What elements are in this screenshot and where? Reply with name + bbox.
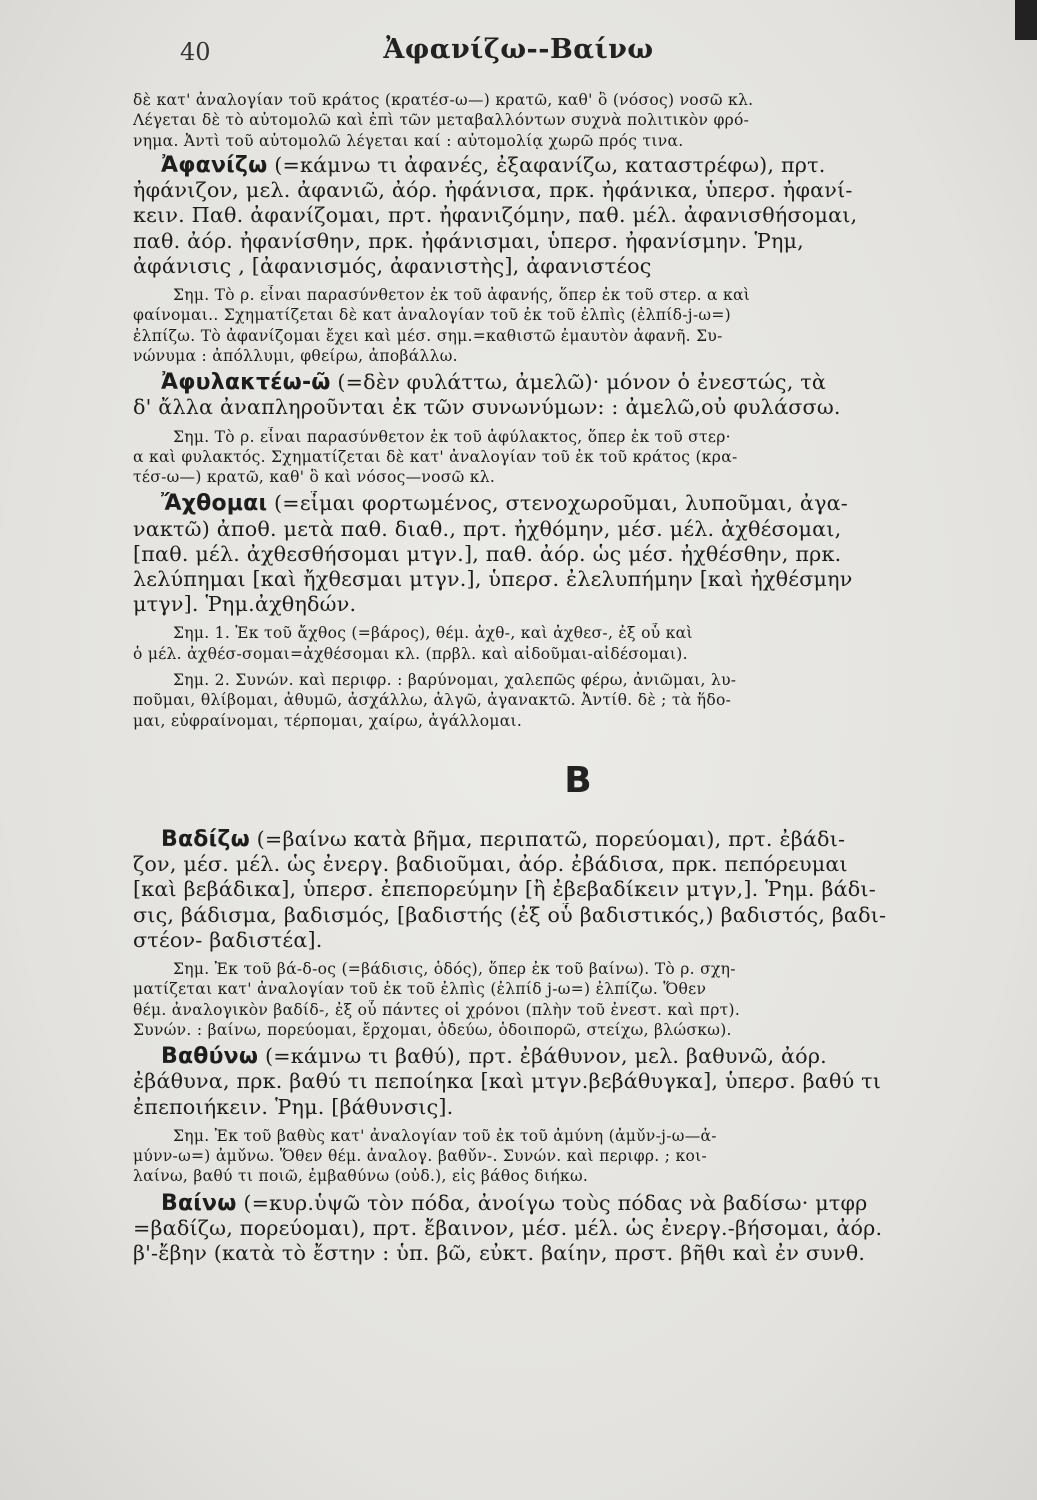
text-line: λαίνω, βαθύ τι ποιῶ, ἐμβαθύνω (οὐδ.), εἰς βάθος διήκω. bbox=[133, 1167, 589, 1186]
entry-note bbox=[133, 427, 1023, 488]
text-line: Σημ. Τὸ ρ. εἶναι παρασύνθετον ἐκ τοῦ ἀφανής, ὅπερ ἐκ τοῦ στερ. α καὶ bbox=[173, 285, 751, 304]
text-line: παθ. ἀόρ. ἠφανίσθην, πρκ. ἠφάνισμαι, ὑπερσ. ἠφανίσμην. Ῥημ, bbox=[133, 228, 804, 253]
text-line: ἐπεποιήκειν. Ῥημ. [βάθυνσις]. bbox=[133, 1094, 454, 1119]
head-word: Ἄχθομαι bbox=[161, 491, 268, 517]
text-line: ποῦμαι, θλίβομαι, ἀθυμῶ, ἀσχάλλω, ἀλγῶ, ἀγανακτῶ. Ἀντίθ. δὲ ; τὰ ἥδο- bbox=[133, 691, 732, 710]
text-line: ἐβάθυνα, πρκ. βαθύ τι πεποίηκα [καὶ μτγν.βεβάθυγκα], ὑπερσ. βαθύ τι bbox=[133, 1069, 882, 1094]
page-header bbox=[0, 34, 1037, 74]
text-line: ματίζεται κατ' ἀναλογίαν τοῦ ἐκ τοῦ ἐλπὶς (ἐλπίδ j-ω=) ἐλπίζω. Ὅθεν bbox=[133, 980, 707, 999]
text-line: Βαθύνω (=κάμνω τι βαθύ), πρτ. ἐβάθυνον, μελ. βαθυνῶ, ἀόρ. bbox=[161, 1044, 827, 1070]
head-word: Βαδίζω bbox=[161, 826, 250, 852]
text-line: στέον- βαδιστέα]. bbox=[133, 927, 323, 952]
text-line: φαίνομαι.. Σχηματίζεται δὲ κατ ἀναλογίαν τοῦ ἐκ τοῦ ἐλπὶς (ἐλπίδ-j-ω=) bbox=[133, 306, 731, 325]
entry-note bbox=[133, 959, 1023, 1040]
page-number: 40 bbox=[180, 38, 211, 66]
text-line: Σημ. Ἐκ τοῦ βά-δ-ος (=βάδισις, ὁδός), ὅπερ ἐκ τοῦ βαίνω). Τὸ ρ. σχη- bbox=[173, 959, 736, 978]
page-body bbox=[133, 90, 1023, 1266]
text-line: ὁ μέλ. ἀχθέσ-σομαι=ἀχθέσομαι κλ. (πρβλ. καὶ αἰδοῦμαι-αἰδέσομαι). bbox=[133, 644, 688, 663]
text-line: Ἀφυλακτέω-ῶ (=δὲν φυλάττω, ἀμελῶ)· μόνον ὁ ἐνεστώς, τὰ bbox=[161, 370, 827, 396]
continued-note bbox=[133, 90, 1023, 151]
text-line: κειν. Παθ. ἀφανίζομαι, πρτ. ἠφανιζόμην, παθ. μέλ. ἀφανισθήσομαι, bbox=[133, 203, 858, 228]
text-line: νώνυμα : ἀπόλλυμι, φθείρω, ἀποβάλλω. bbox=[133, 346, 458, 365]
text-line: ἀφάνισις , [ἀφανισμός, ἀφανιστὴς], ἀφανιστέος bbox=[133, 253, 652, 278]
text-line: Ἄχθομαι (=εἶμαι φορτωμένος, στενοχωροῦμαι, λυποῦμαι, ἀγα- bbox=[161, 491, 848, 517]
entry-note bbox=[133, 285, 1023, 366]
text-line: Σημ. Τὸ ρ. εἶναι παρασύνθετον ἐκ τοῦ ἀφύλακτος, ὅπερ ἐκ τοῦ στερ· bbox=[173, 427, 731, 446]
text-line: Ἀφανίζω (=κάμνω τι ἀφανές, ἐξαφανίζω, καταστρέφω), πρτ. bbox=[161, 152, 826, 178]
text-line: Λέγεται δὲ τὸ αὐτομολῶ καὶ ἐπὶ τῶν μεταβαλλόντων συχνὰ πολιτικὸν φρό- bbox=[133, 111, 750, 130]
text-line: Βαδίζω (=βαίνω κατὰ βῆμα, περιπατῶ, πορεύομαι), πρτ. ἐβάδι- bbox=[161, 826, 846, 852]
head-word: Ἀφανίζω bbox=[161, 152, 268, 178]
text-line: Βαίνω (=κυρ.ὑψῶ τὸν πόδα, ἀνοίγω τοὺς πόδας νὰ βαδίσω· μτφρ bbox=[161, 1190, 868, 1216]
dictionary-entry bbox=[133, 827, 1023, 953]
text-line: νακτῶ) ἀποθ. μετὰ παθ. διαθ., πρτ. ἠχθόμην, μέσ. μέλ. ἀχθέσομαι, bbox=[133, 516, 842, 541]
entry-note bbox=[133, 623, 1023, 664]
dictionary-entry bbox=[133, 1044, 1023, 1120]
head-word: Ἀφυλακτέω-ῶ bbox=[161, 370, 331, 396]
dictionary-entry bbox=[133, 491, 1023, 617]
text-line: Σημ. 1. Ἐκ τοῦ ἄχθος (=βάρος), θέμ. ἀχθ-, καὶ ἀχθεσ-, ἐξ οὗ καὶ bbox=[173, 624, 693, 643]
text-line: λελύπημαι [καὶ ἤχθεσμαι μτγν.], ὑπερσ. ἐλελυπήμην [καὶ ἠχθέσμην bbox=[133, 567, 853, 591]
text-line: ἐλπίζω. Τὸ ἀφανίζομαι ἔχει καὶ μέσ. σημ.=καθιστῶ ἐμαυτὸν ἀφανῆ. Συ- bbox=[133, 326, 723, 345]
text-line: [παθ. μέλ. ἀχθεσθήσομαι μτγν.], παθ. ἀόρ. ὡς μέσ. ἠχθέσθην, πρκ. bbox=[133, 541, 842, 566]
text-line: ἠφάνιζον, μελ. ἀφανιῶ, ἀόρ. ἠφάνισα, πρκ. ἠφάνικα, ὑπερσ. ἠφανί- bbox=[133, 178, 853, 203]
text-line: =βαδίζω, πορεύομαι), πρτ. ἔβαινον, μέσ. μέλ. ὡς ἐνεργ.-βήσομαι, ἀόρ. bbox=[133, 1215, 883, 1240]
text-line: Σημ. 2. Συνών. καὶ περιφρ. : βαρύνομαι, χαλεπῶς φέρω, ἀνιῶμαι, λυ- bbox=[173, 671, 737, 689]
text-line: Σημ. Ἐκ τοῦ βαθὺς κατ' ἀναλογίαν τοῦ ἐκ τοῦ ἀμύνη (ἀμὺ́ν-j-ω—ἀ- bbox=[173, 1126, 717, 1145]
text-line: δ' ἄλλα ἀναπληροῦνται ἐκ τῶν συνωνύμων: : ἀμελῶ,οὐ φυλάσσω. bbox=[133, 395, 841, 420]
text-line: σις, βάδισμα, βαδισμός, [βαδιστής (ἐξ οὗ βαδιστικός,) βαδιστός, βαδι- bbox=[133, 902, 887, 927]
entry-note bbox=[133, 670, 1023, 731]
text-line: μαι, εὐφραίνομαι, τέρπομαι, χαίρω, ἀγάλλομαι. bbox=[133, 711, 523, 730]
text-line: Συνών. : βαίνω, πορεύομαι, ἔρχομαι, ὁδεύω, ὁδοιπορῶ, στείχω, βλώσκω). bbox=[133, 1020, 732, 1039]
text-line: μτγν]. Ῥημ.ἀχθηδών. bbox=[133, 592, 357, 617]
entry-note bbox=[133, 1126, 1023, 1187]
text-line: θέμ. ἀναλογικὸν βαδίδ-, ἐξ οὗ πάντες οἱ χρόνοι (πλὴν τοῦ ἐνεστ. καὶ πρτ). bbox=[133, 1000, 741, 1019]
text-line: τέσ-ω—) κρατῶ, καθ' ὃ καὶ νόσος—νοσῶ κλ. bbox=[133, 468, 496, 487]
dictionary-entry bbox=[133, 153, 1023, 279]
text-line: ζον, μέσ. μέλ. ὡς ἐνεργ. βαδιοῦμαι, ἀόρ. ἐβάδισα, πρκ. πεπόρευμαι bbox=[133, 852, 848, 877]
text-line: β'-ἔβην (κατὰ τὸ ἔστην : ὑπ. βῶ, εὐκτ. βαίην, πρστ. βῆθι καὶ ἐν συνθ. bbox=[133, 1241, 866, 1265]
dictionary-entry bbox=[133, 1191, 1023, 1267]
section-letter: B bbox=[564, 759, 592, 801]
text-line: δὲ κατ' ἀναλογίαν τοῦ κράτος (κρατέσ-ω—) κρατῶ, καθ' ὃ (νόσος) νοσῶ κλ. bbox=[133, 91, 754, 109]
text-line: α καὶ φυλακτός. Σχηματίζεται δὲ κατ' ἀναλογίαν τοῦ ἐκ τοῦ κράτος (κρα- bbox=[133, 447, 738, 466]
head-word: Βαθύνω bbox=[161, 1044, 259, 1070]
text-line: νημα. Ἀντὶ τοῦ αὐτομολῶ λέγεται καί : αὐτομολίᾳ χωρῶ πρός τινα. bbox=[133, 131, 684, 150]
dictionary-entry bbox=[133, 370, 1023, 420]
head-word: Βαίνω bbox=[161, 1190, 237, 1216]
text-line: [καὶ βεβάδικα], ὑπερσ. ἐπεπορεύμην [ἢ ἐβεβαδίκειν μτγν,]. Ῥημ. βάδι- bbox=[133, 877, 876, 902]
text-line: μύνν-ω=) ἀμὺ́νω. Ὅθεν θέμ. ἀναλογ. βαθὺ́ν-. Συνών. καὶ περιφρ. ; κοι- bbox=[133, 1147, 708, 1165]
running-head: Ἀφανίζω--Βαίνω bbox=[383, 34, 654, 65]
